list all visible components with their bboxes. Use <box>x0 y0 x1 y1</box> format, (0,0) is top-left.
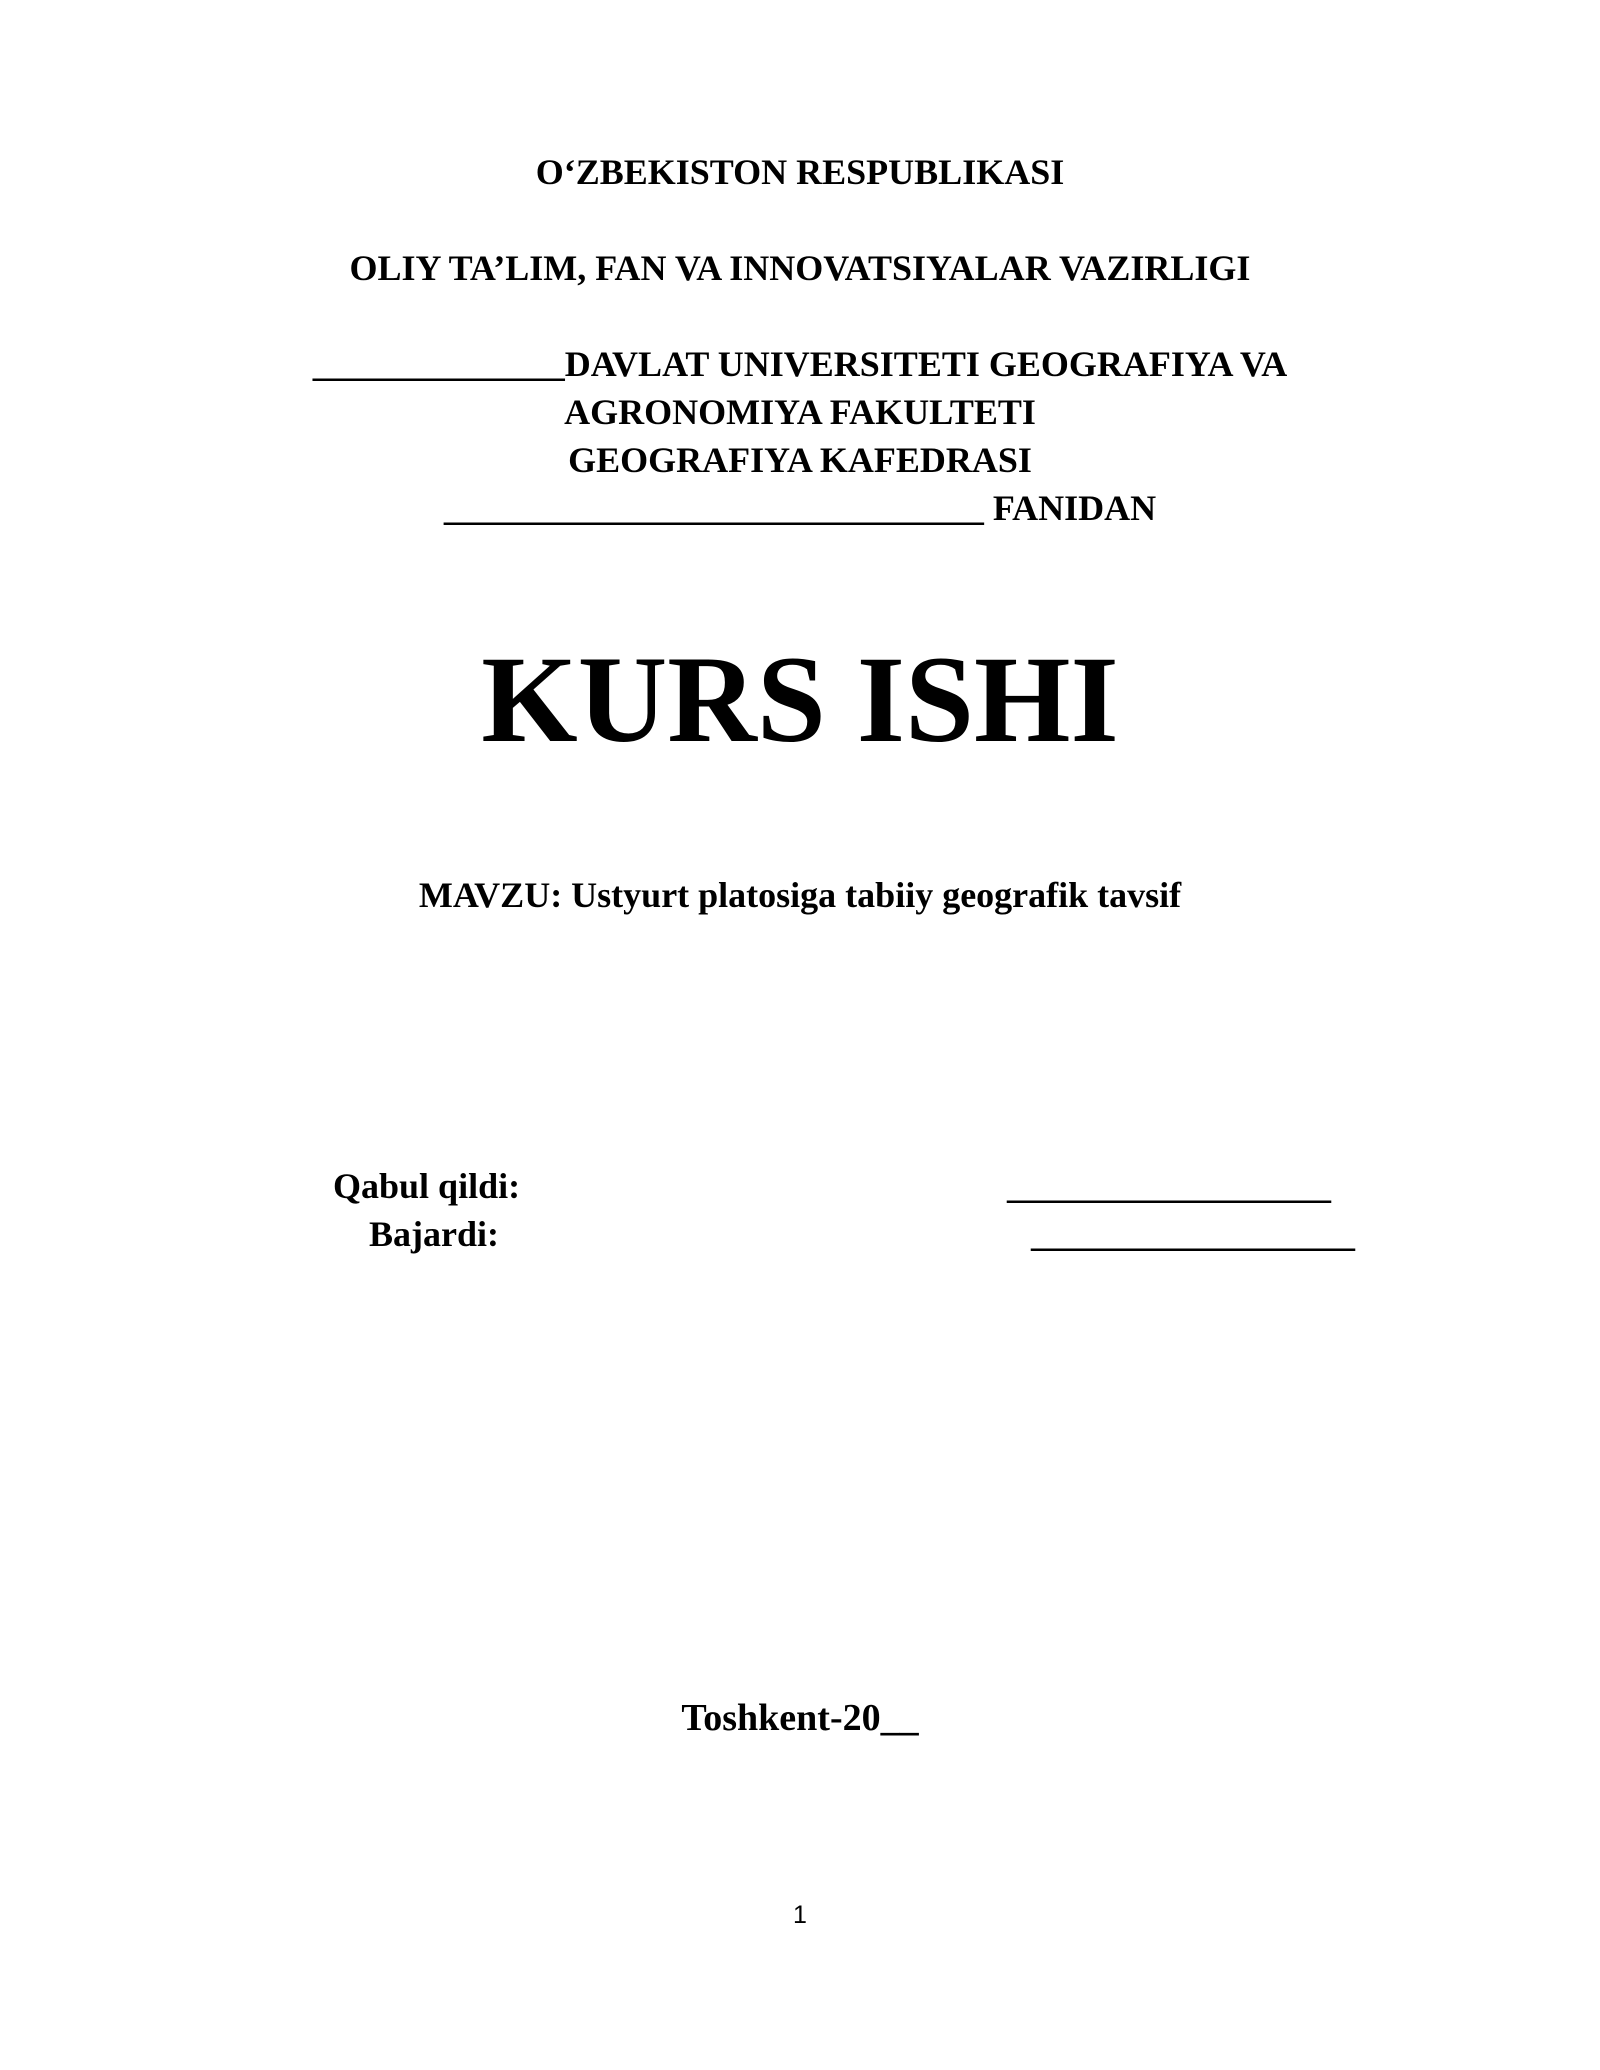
faculty-heading: AGRONOMIYA FAKULTETI <box>564 392 1036 432</box>
subject-heading: ______________________________ FANIDAN <box>443 488 1157 528</box>
department-heading: GEOGRAFIYA KAFEDRASI <box>568 440 1032 480</box>
university-heading-line-1: ______________DAVLAT UNIVERSITETI GEOGRAFIYA VA <box>312 344 1288 384</box>
city-year: Toshkent-20__ <box>681 1697 919 1739</box>
performed-signature-line: __________________ <box>1031 1214 1355 1254</box>
country-heading: O‘ZBEKISTON RESPUBLIKASI <box>535 152 1065 192</box>
document-title: KURS ISHI <box>481 631 1119 768</box>
page-number: 1 <box>793 1901 807 1929</box>
accepted-signature-line: __________________ <box>1007 1166 1331 1206</box>
accepted-label: Qabul qildi: <box>333 1166 521 1206</box>
ministry-heading: OLIY TA’LIM, FAN VA INNOVATSIYALAR VAZIRLIGI <box>349 248 1251 288</box>
performed-label: Bajardi: <box>369 1214 499 1254</box>
topic-line: MAVZU: Ustyurt platosiga tabiiy geografik tavsif <box>418 875 1182 915</box>
